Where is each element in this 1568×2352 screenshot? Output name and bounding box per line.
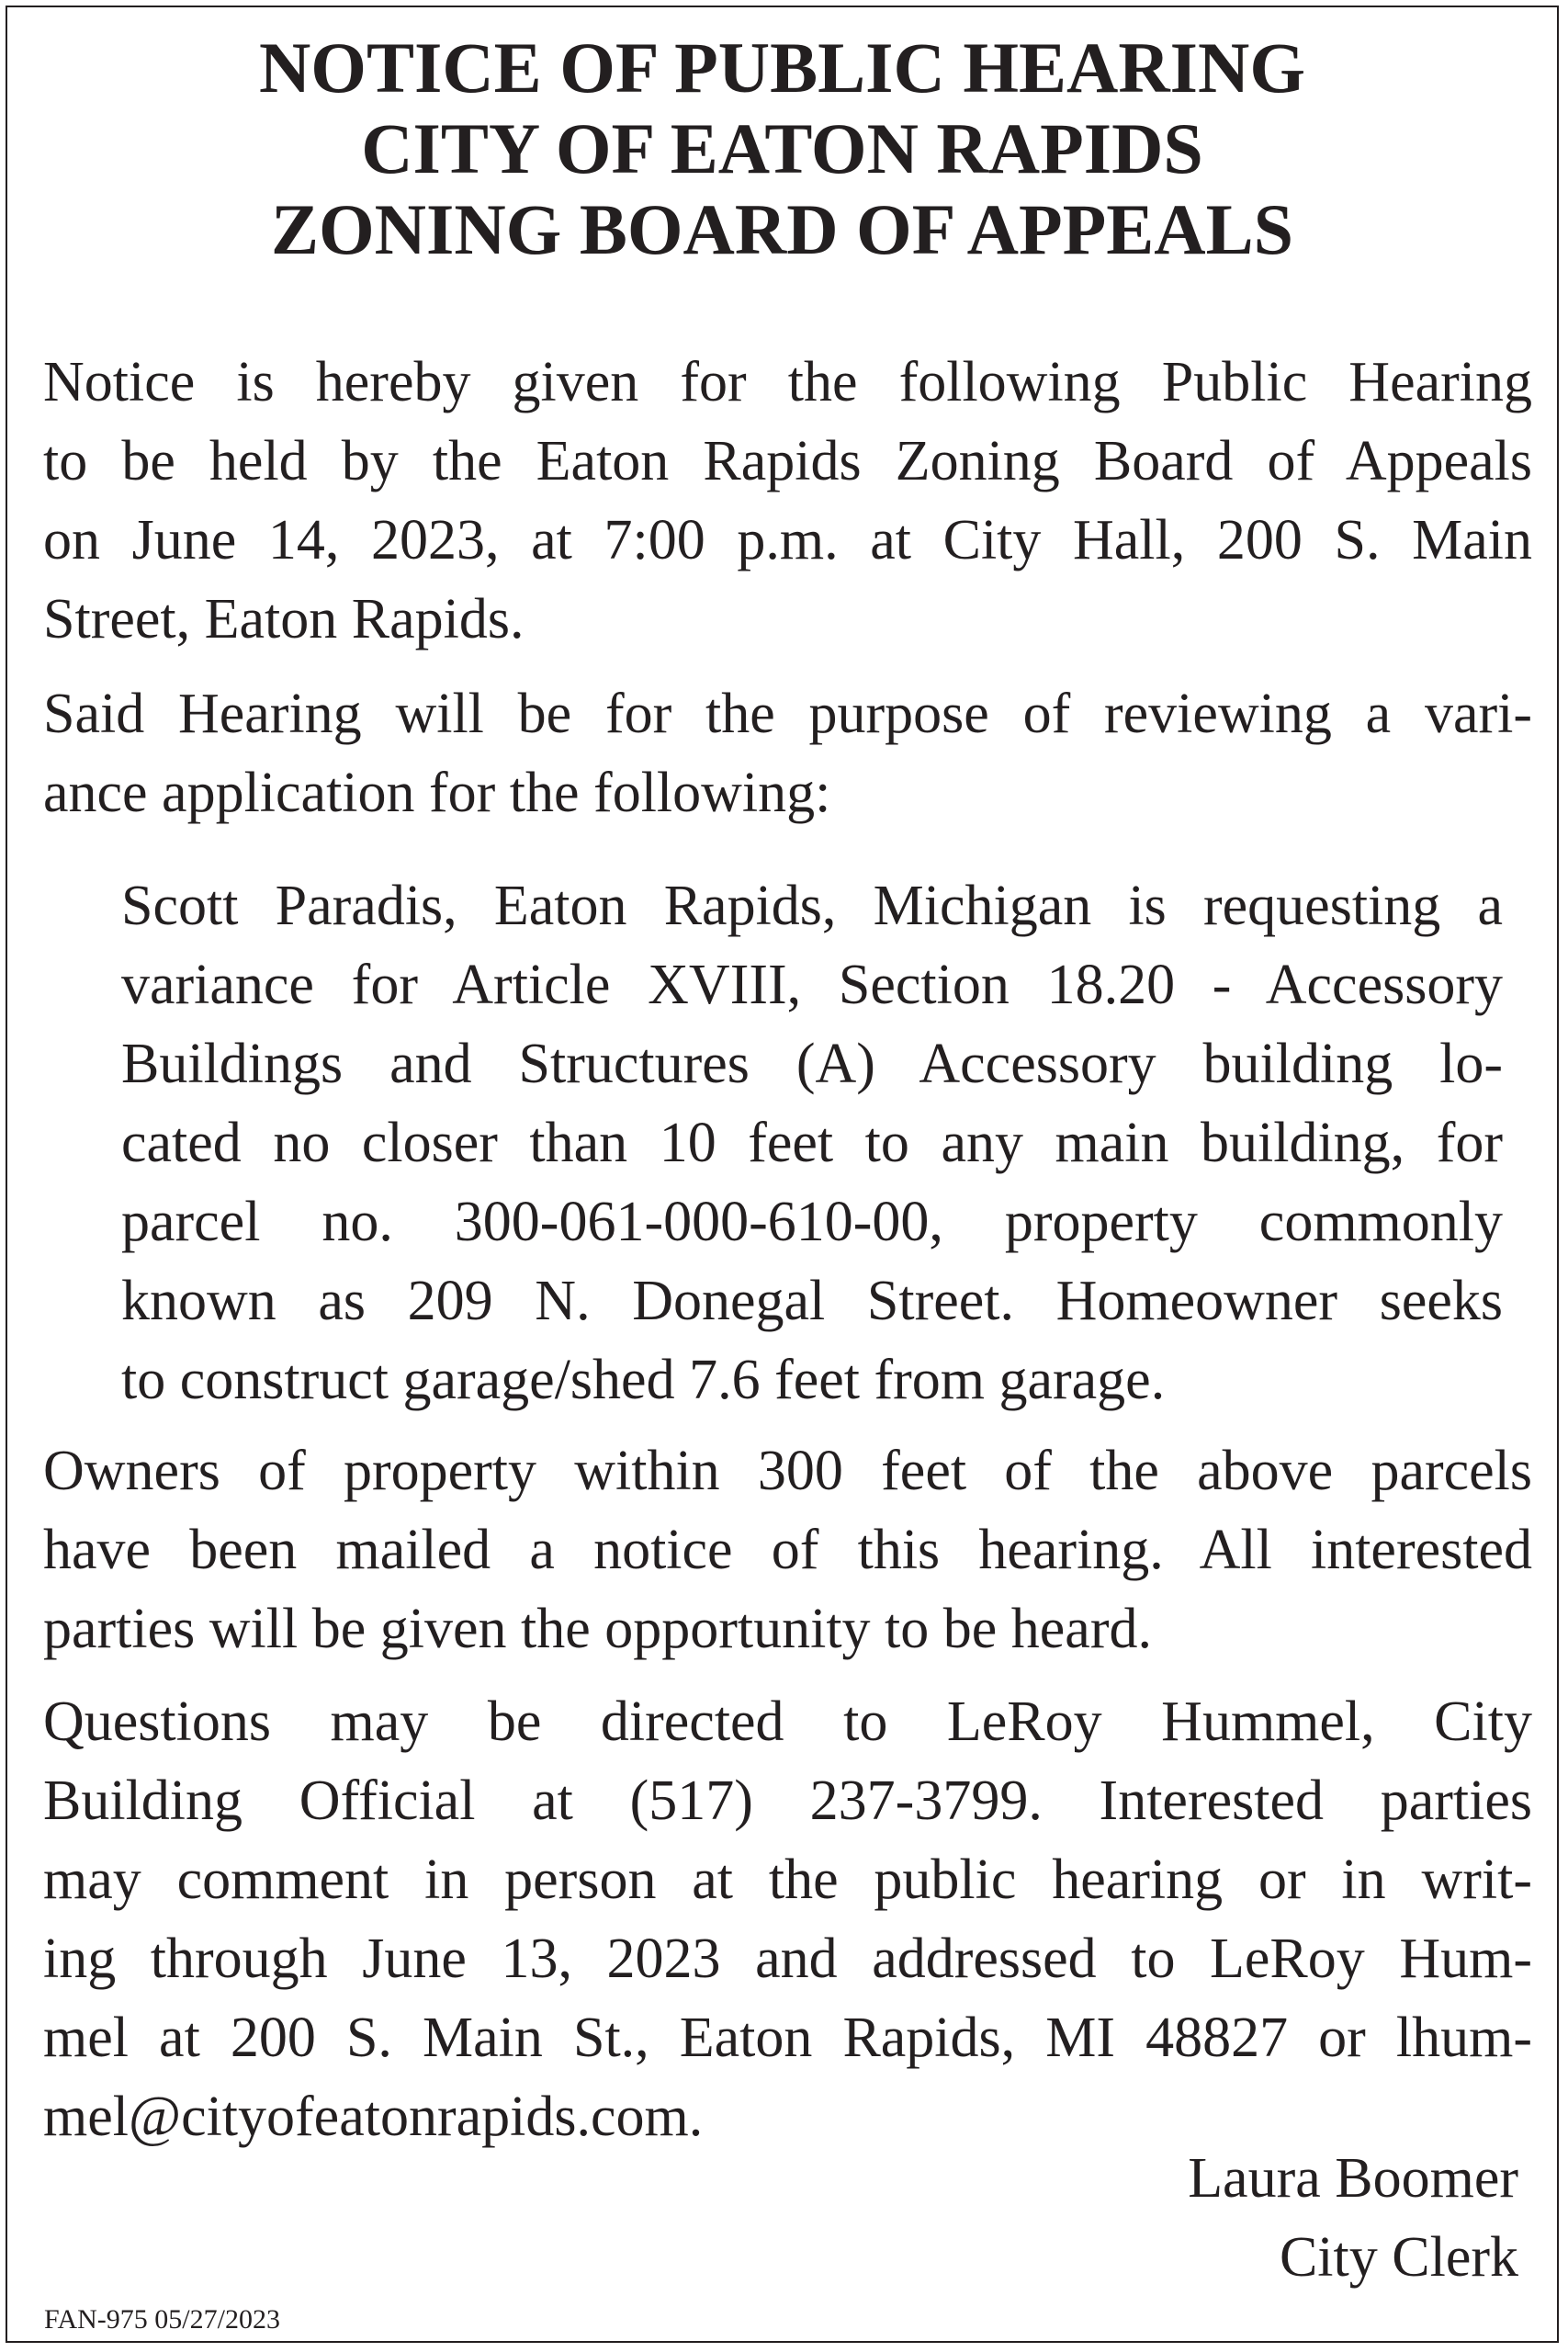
signature-block xyxy=(1188,2139,1518,2297)
text-line: Said Hearing will be for the purpose of reviewing a vari- xyxy=(43,683,1532,745)
publication-code: FAN-975 05/27/2023 xyxy=(44,2304,280,2335)
text-line: ance application for the following: xyxy=(43,762,831,824)
notice-title xyxy=(7,28,1557,270)
text-line: Owners of property within 300 feet of the above parcels xyxy=(43,1440,1532,1502)
public-notice xyxy=(6,6,1559,2343)
text-line: ing through June 13, 2023 and addressed to LeRoy Hum- xyxy=(43,1928,1532,1990)
text-line: Street, Eaton Rapids. xyxy=(43,588,525,650)
title-line: NOTICE OF PUBLIC HEARING xyxy=(258,28,1306,107)
text-line: mel at 200 S. Main St., Eaton Rapids, MI 48827 or lhum- xyxy=(43,2007,1532,2069)
text-line: may comment in person at the public hearing or in writ- xyxy=(43,1849,1532,1911)
text-line: variance for Article XVIII, Section 18.20 - Accessory xyxy=(121,954,1503,1016)
text-line: Notice is hereby given for the following Public Hearing xyxy=(43,351,1532,413)
text-line: known as 209 N. Donegal Street. Homeowner seeks xyxy=(121,1270,1503,1332)
text-line: parcel no. 300-061-000-610-00, property commonly xyxy=(121,1191,1503,1253)
text-line: Building Official at (517) 237-3799. Interested parties xyxy=(43,1770,1532,1832)
signer-title: City Clerk xyxy=(1279,2226,1518,2289)
property-owners-paragraph xyxy=(43,1431,1532,1668)
text-line: Questions may be directed to LeRoy Hummel, City xyxy=(43,1690,1532,1753)
text-line: cated no closer than 10 feet to any main building, for xyxy=(121,1112,1503,1174)
text-line: to be held by the Eaton Rapids Zoning Board of Appeals xyxy=(43,430,1532,492)
signer-name: Laura Boomer xyxy=(1188,2147,1518,2210)
title-line: CITY OF EATON RAPIDS xyxy=(361,108,1203,188)
hearing-announcement-paragraph xyxy=(43,343,1532,659)
variance-request-paragraph xyxy=(121,866,1503,1419)
title-line: ZONING BOARD OF APPEALS xyxy=(270,189,1294,269)
text-line: parties will be given the opportunity to be heard. xyxy=(43,1598,1152,1660)
text-line: to construct garage/shed 7.6 feet from garage. xyxy=(121,1349,1166,1411)
text-line: on June 14, 2023, at 7:00 p.m. at City Hall, 200 S. Main xyxy=(43,509,1532,571)
text-line: Buildings and Structures (A) Accessory building lo- xyxy=(121,1033,1503,1095)
text-line: Scott Paradis, Eaton Rapids, Michigan is requesting a xyxy=(121,875,1503,937)
purpose-paragraph xyxy=(43,674,1532,832)
text-line: have been mailed a notice of this hearing. All interested xyxy=(43,1519,1532,1581)
questions-paragraph xyxy=(43,1682,1532,2156)
text-line: mel@cityofeatonrapids.com. xyxy=(43,2086,704,2148)
